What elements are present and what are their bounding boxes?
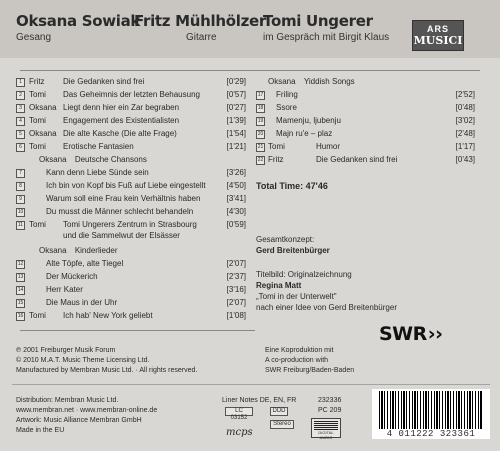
track-number: 1 (16, 78, 25, 87)
track-title: Die alte Kasche (Die alte Frage) (63, 129, 177, 138)
artist-oksana (16, 12, 140, 43)
track-row (256, 103, 475, 113)
track-title: Kann denn Liebe Sünde sein (46, 168, 149, 177)
cover-idea: nach einer Idee von Gerd Breitenbürger (256, 303, 397, 312)
total-time: Total Time: 47'46 (256, 181, 328, 191)
track-row (16, 129, 246, 139)
track-title: Friling (276, 90, 298, 99)
artist-name: Tomi Ungerer (263, 12, 373, 30)
track-duration: [4'30] (226, 207, 246, 216)
track-number: 12 (17, 261, 24, 267)
copyright-line: ℗ 2001 Freiburger Musik Forum (16, 347, 116, 354)
track-duration: [2'37] (226, 272, 246, 281)
track-duration: [1'08] (226, 311, 246, 320)
track-duration: [0'29] (226, 77, 246, 86)
section-artist: Oksana (268, 77, 296, 86)
track-number: 10 (17, 209, 24, 215)
track-number: 9 (16, 195, 25, 204)
track-row (16, 272, 246, 282)
logo-line1: ARS (426, 24, 449, 34)
track-artist: Tomi (29, 311, 46, 320)
track-title: Der Mückerich (46, 272, 98, 281)
track-number: 20 (257, 131, 264, 137)
track-artist: Oksana (29, 103, 57, 112)
track-duration: [1'17] (455, 142, 475, 151)
distribution-line: Made in the EU (16, 427, 65, 434)
barcode-bars (379, 391, 483, 429)
track-row (256, 155, 475, 165)
label-code-box: LC 03152 (225, 407, 253, 416)
track-row (16, 259, 246, 269)
concept-name: Gerd Breitenbürger (256, 246, 330, 255)
track-row (256, 116, 475, 126)
track-duration: [3'26] (226, 168, 246, 177)
track-row (16, 103, 246, 113)
track-duration: [1'39] (226, 116, 246, 125)
track-title: Die Gedanken sind frei (316, 155, 398, 164)
lower-divider (20, 330, 255, 331)
track-row (16, 116, 246, 126)
bottom-divider (12, 384, 490, 385)
track-duration: [2'07] (226, 298, 246, 307)
distribution-line: Distribution: Membran Music Ltd. (16, 397, 119, 404)
logo-line2: MUSICI (413, 34, 463, 47)
artist-tomi (263, 12, 389, 43)
track-row (16, 298, 246, 308)
track-number: 5 (16, 130, 25, 139)
track-title: Tomi Ungerers Zentrum in Strasbourg (63, 220, 197, 229)
track-title: Erotische Fantasien (63, 142, 134, 151)
track-title: Das Geheimnis der letzten Behausung (63, 90, 200, 99)
track-number: 18 (257, 105, 264, 111)
section-artist: Oksana (39, 155, 67, 164)
track-artist: Fritz (29, 77, 45, 86)
track-title: Herr Kater (46, 285, 83, 294)
section-title: Deutsche Chansons (74, 155, 147, 164)
track-row (16, 168, 246, 178)
track-title: Humor (316, 142, 341, 151)
section-heading-kinderlieder (39, 246, 118, 256)
track-artist: Tomi (29, 90, 46, 99)
ars-musici-logo (412, 20, 464, 51)
track-row (256, 129, 475, 139)
top-divider (20, 70, 480, 71)
track-row (16, 77, 246, 87)
track-title: Die Maus in der Uhr (46, 298, 118, 307)
track-row (16, 311, 246, 321)
header-band (0, 0, 500, 58)
track-duration: [0'48] (455, 103, 475, 112)
track-row (16, 142, 246, 152)
track-duration: [4'50] (226, 181, 246, 190)
track-duration: [0'59] (226, 220, 246, 229)
ddd-box: DDD (270, 407, 288, 416)
track-number: 6 (16, 143, 25, 152)
track-row (16, 220, 246, 242)
track-title: Majn ru'e – plaz (276, 129, 333, 138)
track-title: Du musst die Männer schlecht behandeln (46, 207, 194, 216)
track-duration: [3'16] (226, 285, 246, 294)
swr-logo-text: SWR (379, 323, 427, 345)
track-number: 11 (17, 222, 24, 228)
concept-label: Gesamtkonzept: (256, 235, 315, 244)
track-number: 21 (257, 144, 264, 150)
section-heading-yiddish (268, 77, 355, 87)
track-duration: [2'52] (455, 90, 475, 99)
track-title: Ich hab' New York geliebt (63, 311, 153, 320)
artist-role: im Gespräch mit Birgit Klaus (263, 32, 390, 43)
artist-name: Fritz Mühlhölzer (134, 12, 267, 30)
track-title: Alte Töpfe, alte Tiegel (46, 259, 124, 268)
track-duration: [1'21] (226, 142, 246, 151)
section-title: Kinderlieder (74, 246, 118, 255)
liner-notes: Liner Notes DE, EN, FR (222, 397, 297, 404)
track-duration: [1'54] (226, 129, 246, 138)
track-artist: Tomi (29, 220, 46, 229)
coproduction-line: A co-production with (265, 357, 329, 364)
track-number: 19 (257, 118, 264, 124)
track-artist: Tomi (29, 142, 46, 151)
disc-stripes-icon (314, 420, 338, 430)
barcode-digits: 4 011222 323361 (386, 429, 476, 439)
barcode (372, 389, 490, 439)
track-duration: [0'43] (455, 155, 475, 164)
artist-name: Oksana Sowiak (16, 12, 141, 30)
track-artist: Fritz (268, 155, 284, 164)
track-number: 17 (257, 92, 264, 98)
track-title: Engagement des Existentialisten (63, 116, 180, 125)
track-number: 7 (16, 169, 25, 178)
track-duration: [2'07] (226, 259, 246, 268)
track-row (16, 285, 246, 295)
section-title: Yiddish Songs (303, 77, 355, 86)
track-row (16, 207, 246, 217)
catalog-number: 232336 (318, 397, 342, 404)
artist-role: Gesang (16, 32, 52, 43)
price-code: PC 209 (318, 407, 342, 414)
track-number: 13 (17, 274, 24, 280)
mcps-logo: mcps (226, 427, 253, 438)
track-title: Die Gedanken sind frei (63, 77, 145, 86)
track-row (16, 90, 246, 100)
track-row (16, 181, 246, 191)
cover-artist-name: Regina Matt (256, 281, 302, 290)
track-duration: [2'48] (455, 129, 475, 138)
track-title: Mamenju, ljubenju (276, 116, 341, 125)
compact-disc-logo (311, 418, 341, 438)
coproduction-line: Eine Koproduktion mit (265, 347, 334, 354)
track-number: 4 (16, 117, 25, 126)
track-duration: [0'57] (226, 90, 246, 99)
track-number: 15 (17, 300, 24, 306)
track-duration: [3'02] (455, 116, 475, 125)
copyright-line: © 2010 M.A.T. Music Theme Licensing Ltd. (16, 357, 150, 364)
swr-logo (379, 323, 442, 345)
track-title-line2: und die Sammelwut der Elsässer (63, 231, 180, 240)
track-title: Warum soll eine Frau kein Verhältnis haben (46, 194, 201, 203)
track-row (16, 194, 246, 204)
track-number: 16 (17, 313, 24, 319)
cover-title: „Tomi in der Unterwelt" (256, 292, 337, 301)
track-row (256, 142, 475, 152)
artist-fritz (134, 12, 266, 43)
track-artist: Tomi (29, 116, 46, 125)
distribution-line: www.membran.net · www.membran-online.de (16, 407, 158, 414)
track-duration: [0'27] (226, 103, 246, 112)
track-number: 8 (16, 182, 25, 191)
stereo-box: Stereo (270, 420, 294, 429)
track-artist: Oksana (29, 129, 57, 138)
disc-logo-text: DIGITAL AUDIO (318, 430, 334, 440)
copyright-line: Manufactured by Membran Music Ltd. · All rights reserved. (16, 367, 198, 374)
track-title: Ich bin von Kopf bis Fuß auf Liebe eingestellt (46, 181, 206, 190)
section-artist: Oksana (39, 246, 67, 255)
track-number: 22 (257, 157, 264, 163)
swr-arrows-icon: ›› (427, 323, 443, 345)
track-title: Liegt denn hier ein Zar begraben (63, 103, 180, 112)
coproduction-line: SWR Freiburg/Baden-Baden (265, 367, 355, 374)
distribution-line: Artwork: Music Alliance Membran GmbH (16, 417, 142, 424)
track-number: 3 (16, 104, 25, 113)
artist-role: Gitarre (186, 32, 217, 43)
track-number: 2 (16, 91, 25, 100)
track-title: Ssore (276, 103, 297, 112)
track-duration: [3'41] (226, 194, 246, 203)
section-heading-chansons (39, 155, 147, 165)
track-row (256, 90, 475, 100)
track-number: 14 (17, 287, 24, 293)
track-artist: Tomi (268, 142, 285, 151)
cover-label: Titelbild: Originalzeichnung (256, 270, 352, 279)
